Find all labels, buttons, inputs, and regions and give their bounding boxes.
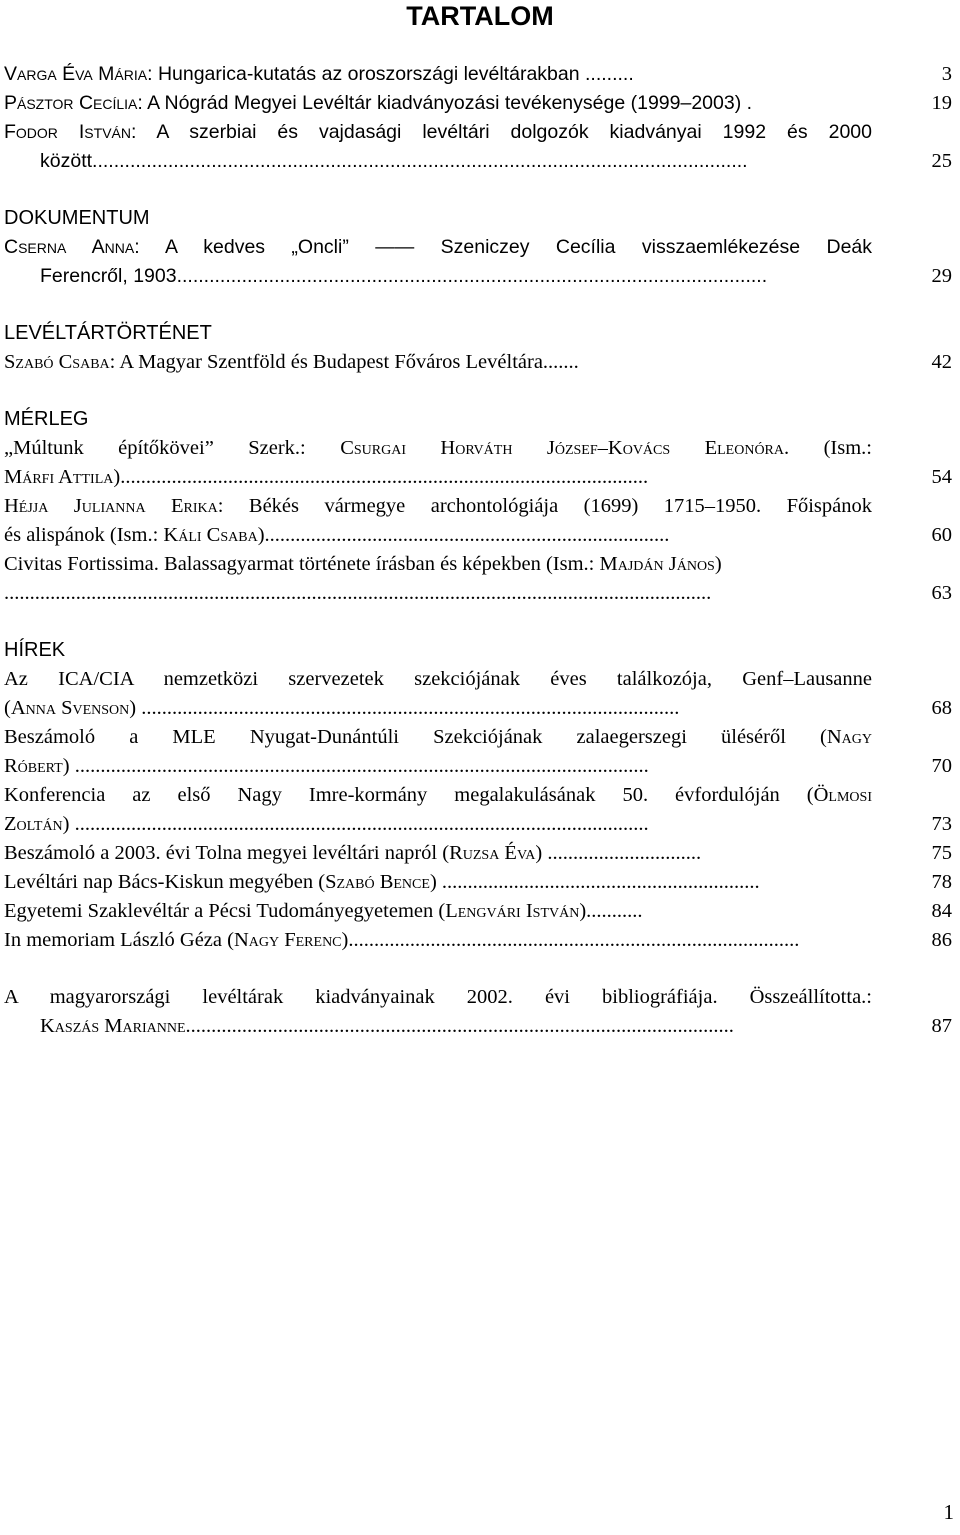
page-ref: 19 xyxy=(931,92,952,114)
toc-entry[interactable]: Az ICA/CIA nemzetközi szervezetek szekciójának éves találkozója, Genf–Lausanne xyxy=(4,668,872,690)
page-ref: 68 xyxy=(931,697,952,719)
page-ref: 84 xyxy=(931,900,952,922)
toc-entry[interactable]: Fodor István: A szerbiai és vajdasági levéltári dolgozók kiadványai 1992 és 2000 xyxy=(4,121,872,143)
page-ref: 63 xyxy=(931,582,952,604)
toc-entry[interactable]: Egyetemi Szaklevéltár a Pécsi Tudományegyetemen (Lengvári István)........... 84 xyxy=(4,897,952,926)
toc-entry[interactable]: Civitas Fortissima. Balassagyarmat története írásban és képekben (Ism.: Majdán János) xyxy=(4,553,722,575)
toc-entry-continued: .......................................................................................................................................... 63 xyxy=(4,579,952,608)
page-number: 1 xyxy=(943,1500,954,1524)
toc-entry[interactable]: „Múltunk építőkövei” Szerk.: Csurgai Horváth József–Kovács Eleonóra. (Ism.: xyxy=(4,437,872,459)
entry-title: Hungarica-kutatás az oroszországi levéltárakban xyxy=(157,63,580,85)
page-ref: 54 xyxy=(931,466,952,488)
toc-entry[interactable]: A magyarországi levéltárak kiadványainak 2002. évi bibliográfiája. Összeállította.: xyxy=(4,986,872,1008)
toc-entry-continued: Zoltán) ................................................................................................................ 73 xyxy=(4,810,952,839)
author: Pásztor Cecília xyxy=(4,92,138,114)
page-ref: 60 xyxy=(931,524,952,546)
toc-entry-continued: Róbert) ................................................................................................................ 70 xyxy=(4,752,952,781)
page-ref: 87 xyxy=(931,1015,952,1037)
toc-entry-continued: (Anna Svenson) ......................................................................................................... 68 xyxy=(4,694,952,723)
toc-entry[interactable]: In memoriam László Géza (Nagy Ferenc)........................................................................................ 86 xyxy=(4,926,952,955)
toc-entry[interactable]: Varga Éva Mária: Hungarica-kutatás az oroszországi levéltárakban ......... 3 xyxy=(4,60,952,89)
toc-entry[interactable]: Szabó Csaba: A Magyar Szentföld és Budapest Főváros Levéltára....... 42 xyxy=(4,348,952,377)
page-ref: 78 xyxy=(931,871,952,893)
page-ref: 3 xyxy=(941,63,952,85)
entry-title: A szerbiai és vajdasági levéltári dolgozók kiadványai 1992 és 2000 xyxy=(156,121,872,143)
toc-entry[interactable]: Beszámoló a 2003. évi Tolna megyei levéltári napról (Ruzsa Éva) .............................. 75 xyxy=(4,839,952,868)
toc-entry-continued: Márfi Attila)....................................................................................................... 54 xyxy=(4,463,952,492)
page-title: TARTALOM xyxy=(406,1,554,31)
page-ref: 73 xyxy=(931,813,952,835)
toc-entry[interactable]: Pásztor Cecília: A Nógrád Megyei Levéltár kiadványozási tevékenysége (1999–2003) . 19 xyxy=(4,89,952,118)
toc-entry[interactable]: Levéltári nap Bács-Kiskun megyében (Szabó Bence) .............................................................. 78 xyxy=(4,868,952,897)
page-ref: 42 xyxy=(931,351,952,373)
toc-entry[interactable]: Beszámoló a MLE Nyugat-Dunántúli Szekciójának zalaegerszegi üléséről (Nagy xyxy=(4,726,872,748)
author: Héjja Julianna Erika xyxy=(4,495,218,517)
toc-entry[interactable]: Héjja Julianna Erika: Békés vármegye archontológiája (1699) 1715–1950. Főispánok xyxy=(4,495,873,517)
page-ref: 29 xyxy=(931,265,952,287)
section-heading-hirek: HÍREK xyxy=(4,639,66,661)
page-ref: 25 xyxy=(931,150,952,172)
toc-entry[interactable]: Konferencia az első Nagy Imre-kormány megalakulásának 50. évfordulóján (Ölmosi xyxy=(4,784,872,806)
page-ref: 86 xyxy=(931,929,952,951)
section-heading-dokumentum: DOKUMENTUM xyxy=(4,207,150,229)
entry-title: A Nógrád Megyei Levéltár kiadványozási tevékenysége (1999–2003) xyxy=(147,92,742,114)
author: Szabó Csaba xyxy=(4,351,110,373)
table-of-contents xyxy=(4,60,952,1041)
author: Fodor István xyxy=(4,121,131,143)
toc-entry-continued: és alispánok (Ism.: Káli Csaba)............................................................................... 60 xyxy=(4,521,952,550)
toc-entry-continued: között......................................................................................................................... 25 xyxy=(4,147,952,176)
author: Cserna Anna xyxy=(4,236,135,258)
toc-entry-continued: Kaszás Marianne........................................................................................................... 87 xyxy=(4,1012,952,1041)
toc-entry-continued: Ferencről, 1903............................................................................................................. 29 xyxy=(4,262,952,291)
page-ref: 70 xyxy=(931,755,952,777)
page-ref: 75 xyxy=(931,842,952,864)
author: Varga Éva Mária xyxy=(4,63,148,85)
toc-entry[interactable]: Cserna Anna: A kedves „Oncli” —— Szeniczey Cecília visszaemlékezése Deák xyxy=(4,236,873,258)
section-heading-merleg: MÉRLEG xyxy=(4,408,89,430)
section-heading-leveltartortenet: LEVÉLTÁRTÖRTÉNET xyxy=(4,322,212,344)
